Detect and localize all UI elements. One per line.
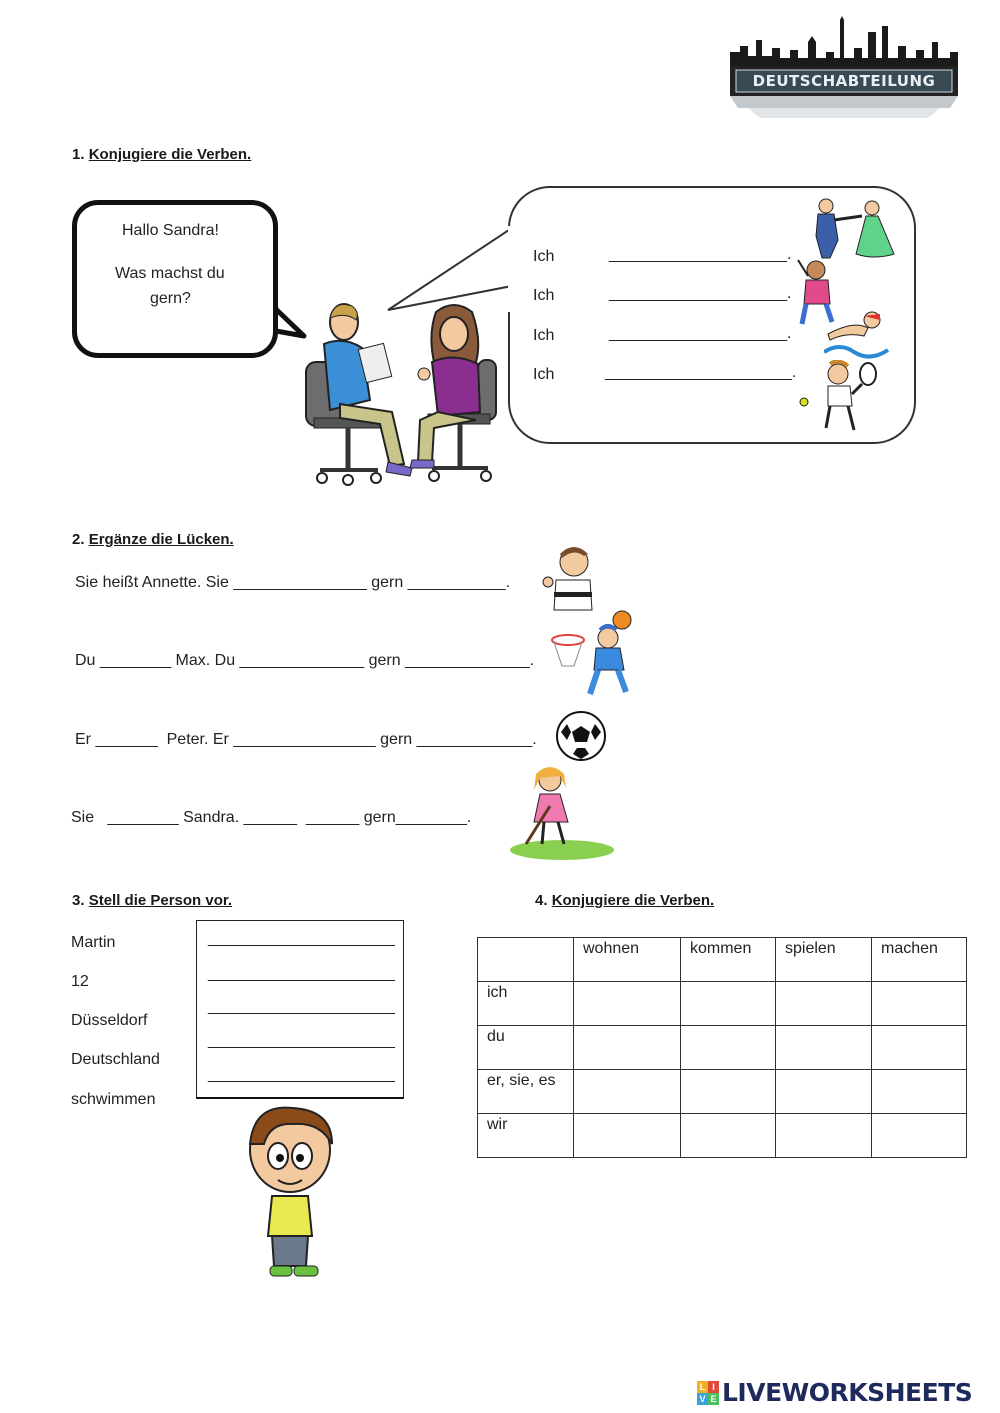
table-cell[interactable]: [872, 1026, 967, 1070]
table-cell[interactable]: [681, 1070, 776, 1114]
table-row: [478, 1070, 967, 1114]
hockey-girl-icon: [506, 766, 618, 867]
fact-age: 12: [71, 973, 89, 990]
fact-name: Martin: [71, 934, 116, 951]
badge-letter: E: [708, 1393, 719, 1405]
section-number: 2.: [72, 531, 85, 548]
table-header-cell: kommen: [681, 938, 776, 982]
table-row-label: wir: [478, 1114, 574, 1158]
table-header-cell: spielen: [776, 938, 872, 982]
table-row: [478, 1026, 967, 1070]
liveworksheets-wordmark: LIVEWORKSHEETS: [722, 1378, 973, 1407]
table-cell[interactable]: [872, 1114, 967, 1158]
answer-line-1[interactable]: _____________________: [208, 930, 395, 947]
table-cell[interactable]: [681, 1026, 776, 1070]
interview-illustration: [300, 300, 500, 495]
answer-blank-1[interactable]: ____________________.: [609, 246, 792, 263]
table-cell[interactable]: [776, 982, 872, 1026]
dancing-couple-icon: [800, 196, 896, 267]
answer-pronoun-4: Ich: [533, 366, 555, 383]
basketball-player-icon: [550, 608, 636, 705]
table-cell[interactable]: [574, 1070, 681, 1114]
table-cell[interactable]: [574, 1026, 681, 1070]
gap-sentence-3[interactable]: Er _______ Peter. Er ________________ gern _____________.: [75, 731, 537, 748]
table-cell[interactable]: [776, 1026, 872, 1070]
section-3-heading: [72, 892, 232, 909]
table-row-label: ich: [478, 982, 574, 1026]
liveworksheets-badge-icon: [697, 1381, 719, 1405]
fact-city: Düsseldorf: [71, 1012, 148, 1029]
conjugation-table: [477, 937, 967, 1158]
badge-letter: L: [697, 1381, 708, 1393]
answer-pronoun-2: Ich: [533, 287, 555, 304]
section-1-heading: [72, 146, 251, 163]
answer-line-4[interactable]: _____________________: [208, 1032, 395, 1049]
section-title: Stell die Person vor.: [88, 892, 233, 909]
section-2-heading: [72, 531, 234, 548]
boy-cartoon-icon: [240, 1104, 340, 1287]
table-cell[interactable]: [872, 1070, 967, 1114]
section-title: Konjugiere die Verben.: [88, 146, 252, 163]
section-title: Konjugiere die Verben.: [551, 892, 715, 909]
bubble-greeting: Hallo Sandra!: [122, 222, 219, 239]
table-header-cell: machen: [872, 938, 967, 982]
bubble-question-line-2: gern?: [150, 290, 191, 307]
table-cell[interactable]: [872, 982, 967, 1026]
deutschabteilung-logo: [728, 12, 960, 122]
table-cell[interactable]: [776, 1114, 872, 1158]
answer-line-3[interactable]: _____________________: [208, 998, 395, 1015]
logo-text: DEUTSCHABTEILUNG: [752, 72, 936, 90]
table-cell[interactable]: [776, 1070, 872, 1114]
answer-line-2[interactable]: _____________________: [208, 965, 395, 982]
answer-blank-4[interactable]: _____________________.: [605, 364, 797, 381]
section-4-heading: [535, 892, 714, 909]
table-cell[interactable]: [574, 1114, 681, 1158]
table-cell[interactable]: [681, 1114, 776, 1158]
fact-country: Deutschland: [71, 1051, 160, 1068]
section-number: 4.: [535, 892, 548, 909]
swimmer-icon: [824, 306, 890, 365]
fact-hobby: schwimmen: [71, 1091, 156, 1108]
table-row: [478, 982, 967, 1026]
answer-pronoun-3: Ich: [533, 327, 555, 344]
football-icon: [555, 710, 607, 767]
table-row: [478, 1114, 967, 1158]
gap-sentence-4[interactable]: Sie ________ Sandra. ______ ______ gern________.: [71, 809, 472, 826]
badge-letter: V: [697, 1393, 708, 1405]
section-number: 1.: [72, 146, 85, 163]
table-cell[interactable]: [681, 982, 776, 1026]
table-header-cell: wohnen: [574, 938, 681, 982]
answer-blank-2[interactable]: ____________________.: [609, 285, 792, 302]
table-row-label: er, sie, es: [478, 1070, 574, 1114]
answer-line-5[interactable]: _____________________: [208, 1066, 395, 1083]
section-number: 3.: [72, 892, 85, 909]
badge-letter: I: [708, 1381, 719, 1393]
bubble-question-line-1: Was machst du: [115, 265, 225, 282]
gap-sentence-2[interactable]: Du ________ Max. Du ______________ gern ______________.: [75, 652, 535, 669]
answer-blank-3[interactable]: ____________________.: [609, 325, 792, 342]
table-corner-cell: [478, 938, 574, 982]
section-title: Ergänze die Lücken.: [88, 531, 234, 548]
tennis-player-icon: [798, 360, 882, 441]
table-header-row: [478, 938, 967, 982]
answer-pronoun-1: Ich: [533, 248, 555, 265]
table-cell[interactable]: [574, 982, 681, 1026]
gap-sentence-1[interactable]: Sie heißt Annette. Sie _______________ gern ___________.: [75, 574, 511, 591]
table-row-label: du: [478, 1026, 574, 1070]
